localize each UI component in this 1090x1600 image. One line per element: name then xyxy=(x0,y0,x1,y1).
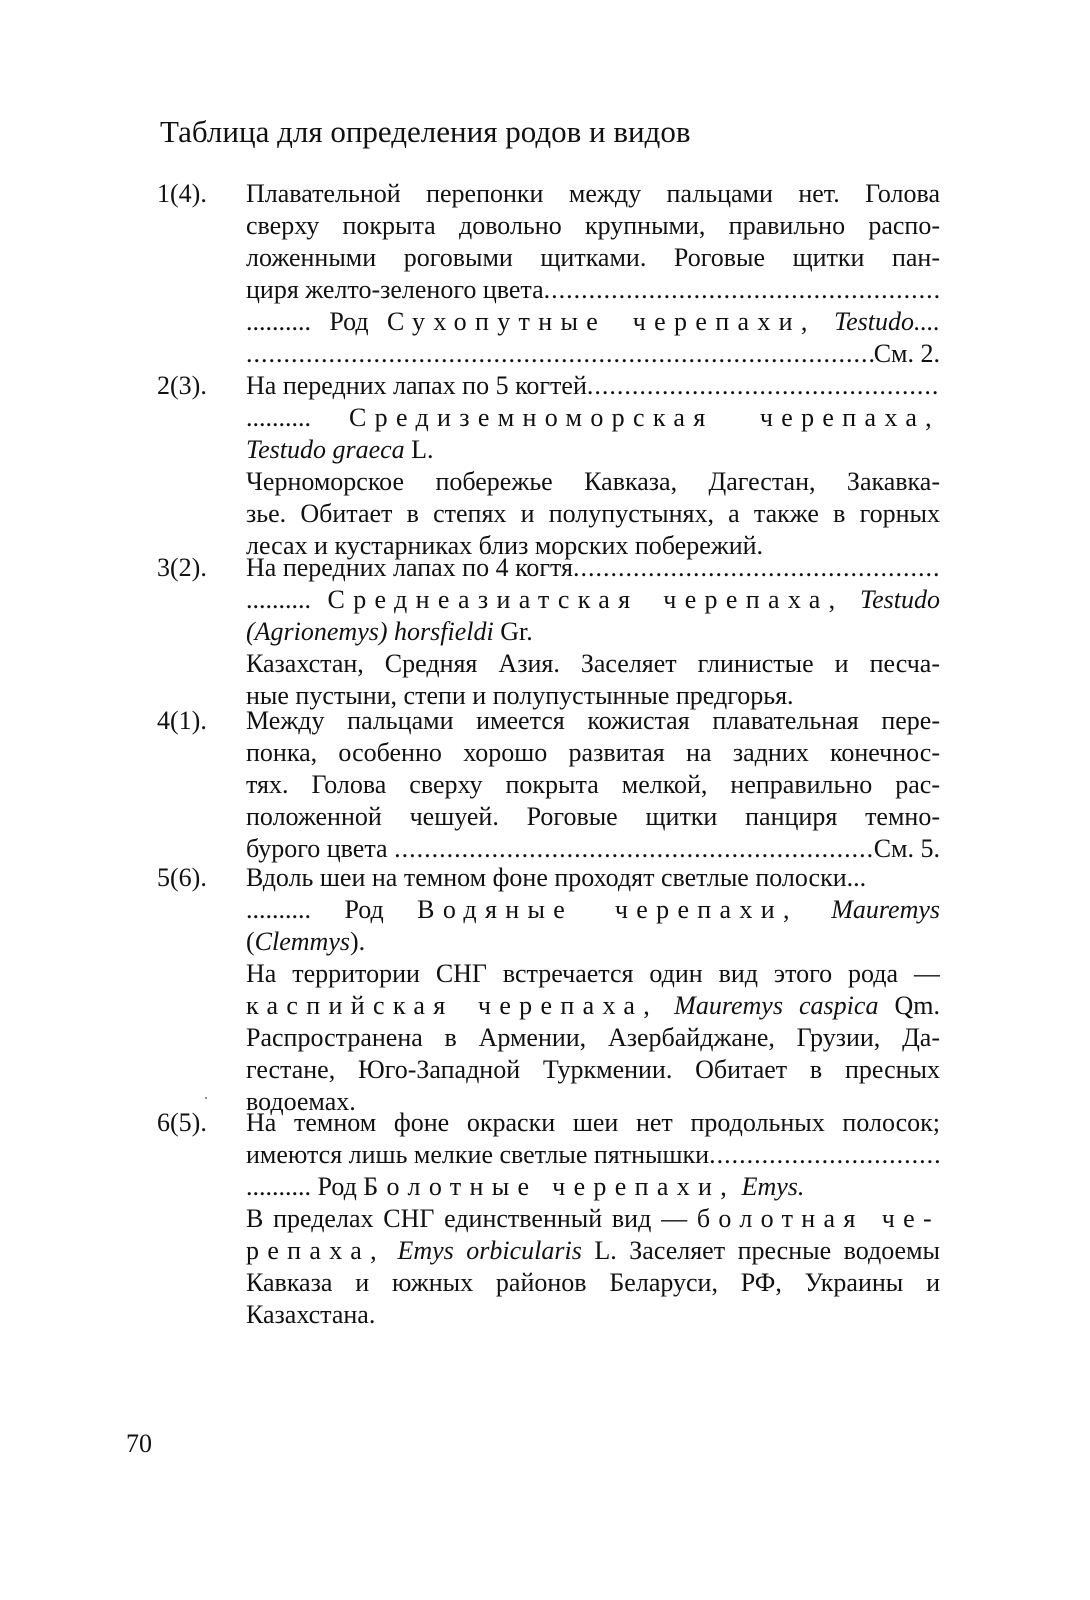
entry-line: На территории СНГ встречается один вид этого рода — xyxy=(246,959,940,988)
latin-name: Emys orbicularis xyxy=(397,1236,582,1265)
entry-line-dotted xyxy=(246,370,940,402)
entry-line: Казахстан, Средняя Азия. Заселяет глинистые и песча- xyxy=(246,649,940,678)
species-line xyxy=(246,1203,940,1235)
dot-leader: .......... xyxy=(246,307,311,336)
entry-text: На передних лапах по 4 когтя xyxy=(246,553,574,582)
species-latin-line xyxy=(246,616,940,648)
print-speck xyxy=(205,1097,207,1099)
reference-line xyxy=(246,338,940,370)
species-line xyxy=(246,990,940,1022)
dot-leader xyxy=(246,338,874,370)
entry-text: На передних лапах по 5 когтей xyxy=(246,371,587,400)
species-common-name: болотная че- xyxy=(696,1204,940,1233)
species-latin-line xyxy=(246,434,940,466)
entry-number: 3(2). xyxy=(157,553,207,582)
species-common-name: каспийская черепаха, xyxy=(246,991,659,1020)
dot-leader xyxy=(394,833,874,865)
entry-number: 4(1). xyxy=(157,706,207,735)
genus-line xyxy=(246,894,940,926)
entry-line-dotted xyxy=(246,552,940,584)
species-common-name-cont: репаха, xyxy=(246,1236,385,1265)
species-line xyxy=(246,1235,940,1267)
genus-label: Род xyxy=(317,1172,357,1201)
entry-line: Казахстана. xyxy=(246,1300,376,1329)
entry-line: понка, особенно хорошо развитая на задних конечнос- xyxy=(246,738,940,767)
entry-number: 2(3). xyxy=(157,371,207,400)
dot-leader: .......... xyxy=(246,895,311,924)
genus-label: Род xyxy=(344,895,384,924)
section-heading: Таблица для определения родов и видов xyxy=(160,114,691,149)
see-reference: См. 2. xyxy=(873,339,940,368)
genus-name: Водяные черепахи, xyxy=(417,895,798,924)
entry-text: бурого цвета xyxy=(246,834,388,863)
species-common-name: Среднеазиатская черепаха, xyxy=(327,585,844,614)
entry-line: Черноморское побережье Кавказа, Дагестан, Закавка- xyxy=(246,467,940,496)
reference-line xyxy=(246,833,940,865)
entry-line-dotted xyxy=(246,274,940,306)
entry-line: Вдоль шеи на темном фоне проходят светлые полоски... xyxy=(246,863,867,892)
genus-line xyxy=(246,306,940,338)
entry-line: Плавательной перепонки между пальцами нет. Голова xyxy=(246,179,940,208)
entry-line: лесах и кустарниках близ морских побережий. xyxy=(246,531,764,560)
dot-leader xyxy=(573,552,940,584)
dot-leader xyxy=(544,274,940,306)
entry-number: 5(6). xyxy=(157,863,207,892)
genus-name: Болотные черепахи, xyxy=(363,1172,736,1201)
entry-line: Распространена в Армении, Азербайджане, Грузии, Да- xyxy=(246,1023,940,1052)
latin-name: Emys. xyxy=(741,1172,805,1201)
genus-synonym-line: (Clemmys). xyxy=(246,927,366,956)
entry-line: ные пустыни, степи и полупустынные предгорья. xyxy=(246,681,794,710)
entry-line: зье. Обитает в степях и полупустынях, а также в горных xyxy=(246,499,940,528)
entry-line: Кавказа и южных районов Беларуси, РФ, Украины и xyxy=(246,1268,940,1297)
page-number: 70 xyxy=(126,1429,152,1458)
entry-number: 1(4). xyxy=(157,179,207,208)
latin-name: Mauremys xyxy=(831,895,940,924)
author-abbrev: Gr. xyxy=(500,617,533,646)
latin-name: Testudo xyxy=(860,585,940,614)
species-line xyxy=(246,402,940,434)
genus-name: Сухопутные черепахи, xyxy=(387,307,816,336)
entry-line: сверху покрыта довольно крупными, правильно распо- xyxy=(246,211,940,240)
latin-name: Testudo.... xyxy=(834,307,940,336)
entry-number: 6(5). xyxy=(157,1108,207,1137)
entry-text: циря желто-зеленого цвета xyxy=(246,275,544,304)
latin-name: (Agrionemys) horsfieldi xyxy=(246,617,494,646)
author-abbrev: L. xyxy=(411,435,434,464)
dot-leader: .......... xyxy=(246,1172,311,1201)
entry-line: Между пальцами имеется кожистая плавательная пере- xyxy=(246,706,940,735)
genus-line xyxy=(246,1171,940,1203)
entry-text: L. Заселяет пресные водоемы xyxy=(594,1236,940,1265)
entry-line-dotted xyxy=(246,1139,940,1171)
entry-text: В пределах СНГ единственный вид — xyxy=(246,1204,688,1233)
dot-leader xyxy=(587,370,940,402)
dot-leader: .......... xyxy=(246,403,311,432)
entry-line: положенной чешуей. Роговые щитки панциря темно- xyxy=(246,802,940,831)
latin-name: Testudo graeca xyxy=(246,435,405,464)
dot-leader xyxy=(709,1139,940,1171)
latin-synonym: Clemmys xyxy=(254,927,350,956)
species-line xyxy=(246,584,940,616)
latin-name: Mauremys caspica xyxy=(674,991,879,1020)
entry-line: водоемах. xyxy=(246,1087,356,1116)
entry-line: ложенными роговыми щитками. Роговые щитки пан- xyxy=(246,243,940,272)
entry-text: имеются лишь мелкие светлые пятнышки xyxy=(246,1140,710,1169)
author-abbrev: Qm. xyxy=(894,991,940,1020)
species-common-name: Средиземноморская черепаха, xyxy=(348,403,940,432)
entry-line: На темном фоне окраски шеи нет продольных полосок; xyxy=(246,1108,940,1137)
entry-line: гестане, Юго-Западной Туркмении. Обитает в пресных xyxy=(246,1055,940,1084)
entry-line: тях. Голова сверху покрыта мелкой, неправильно рас- xyxy=(246,770,940,799)
dot-leader: .......... xyxy=(246,585,311,614)
see-reference: См. 5. xyxy=(873,834,940,863)
genus-label: Род xyxy=(329,307,369,336)
